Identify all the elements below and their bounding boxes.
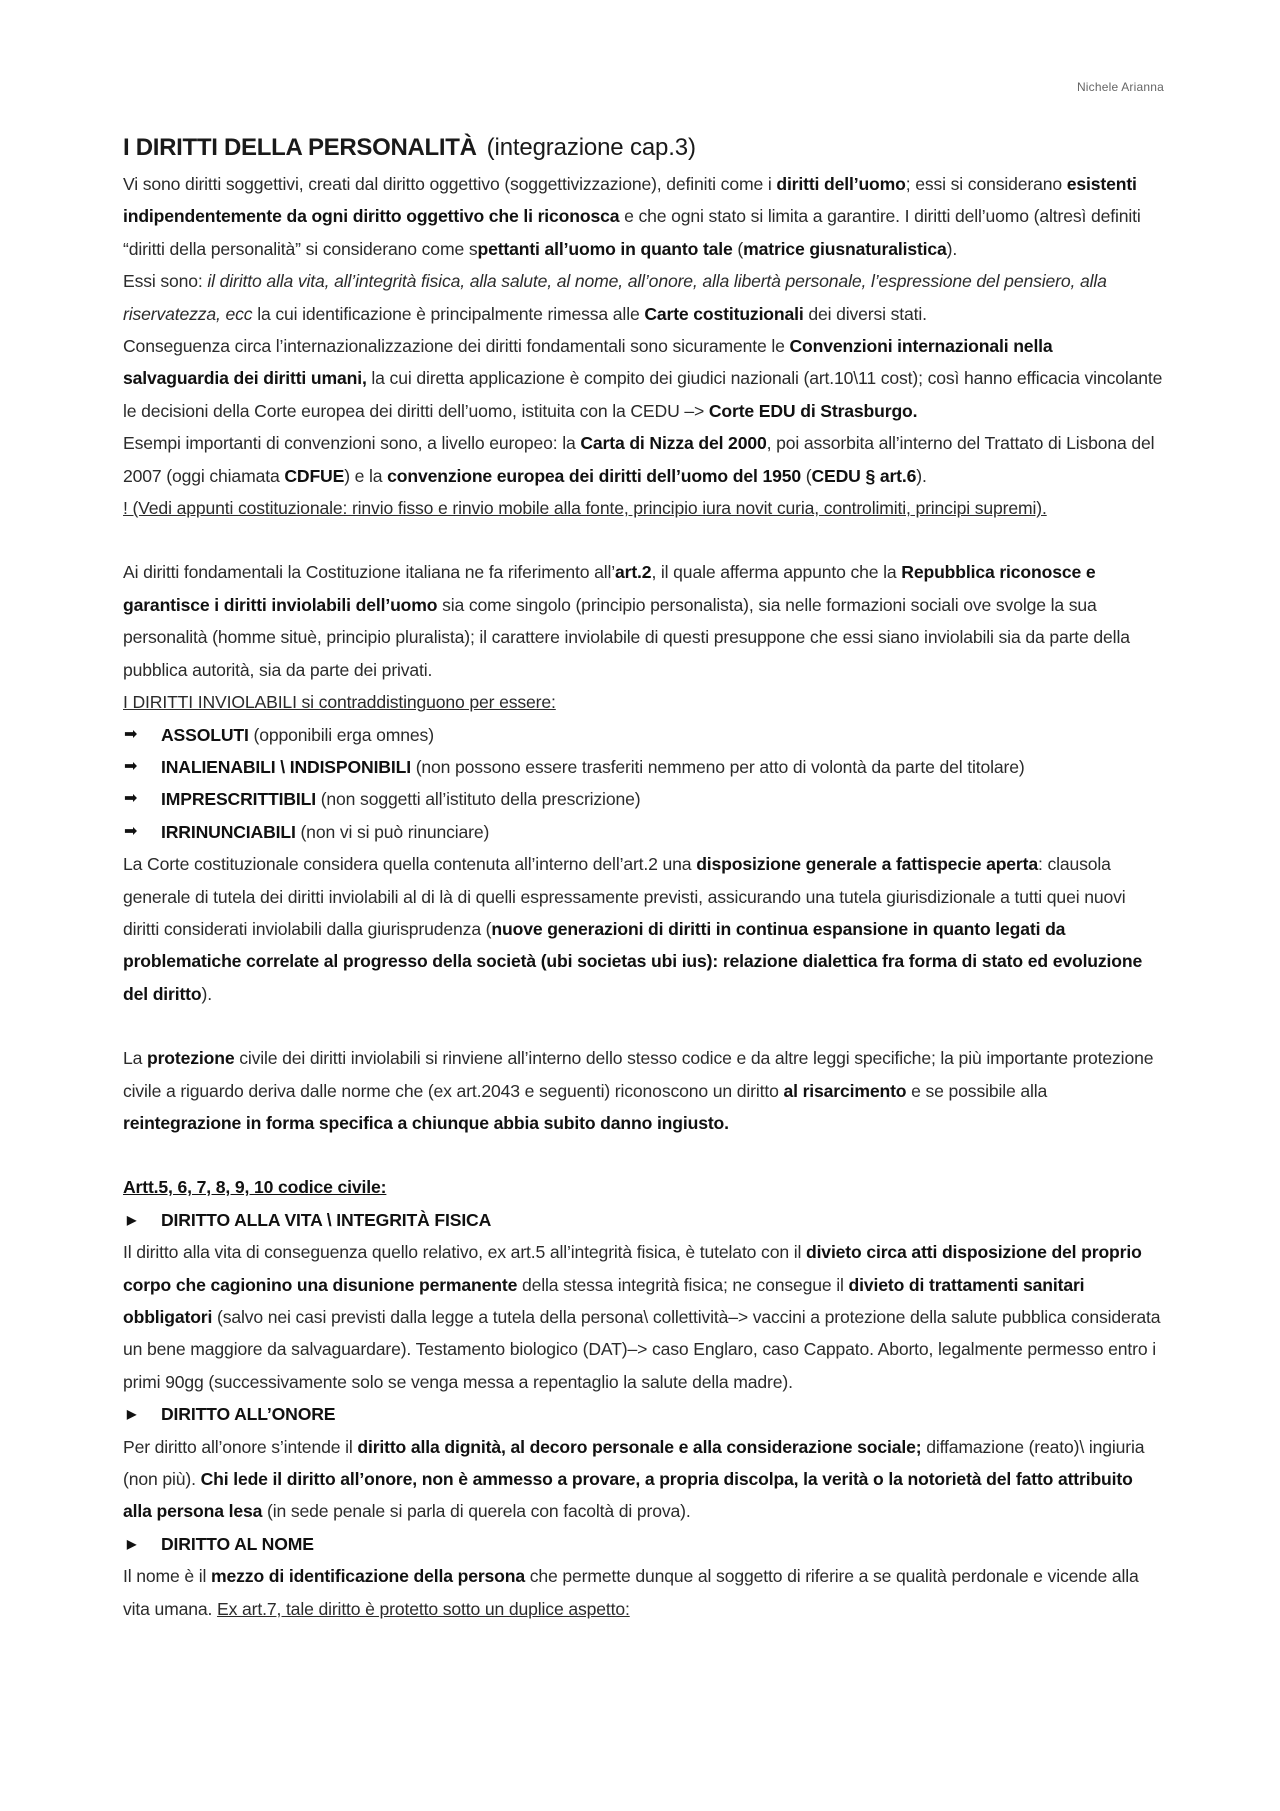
section-title: DIRITTO ALL’ONORE	[161, 1404, 336, 1425]
bold-text: Carte costituzionali	[644, 303, 804, 324]
bold-text: protezione	[147, 1048, 235, 1069]
arrow-right-icon: ➡	[124, 757, 138, 775]
underlined-heading: I DIRITTI INVIOLABILI si contraddistinguono per essere:	[123, 692, 556, 713]
paragraph-onore	[123, 1431, 1163, 1528]
bold-text: pettanti all’uomo in quanto tale	[477, 238, 733, 259]
triangle-right-icon: ▶	[127, 1212, 137, 1227]
bold-text: Carta di Nizza del 2000	[580, 433, 767, 454]
text: La Corte costituzionale considera quella contenuta all’interno dell’art.2 una	[123, 854, 697, 875]
text: la cui diretta applicazione è compito dei giudici nazionali (art.10\11 cost); così hanno efficacia vincolante le decisioni della Corte europea dei diritti dell’uomo, istituita con la CEDU –>	[123, 368, 1163, 421]
bold-text: art.2	[615, 562, 652, 583]
bold-text: matrice giusnaturalistica	[743, 238, 947, 259]
author-name: Nichele Arianna	[1076, 80, 1164, 94]
text: ) e la	[344, 465, 388, 486]
arrow-right-icon: ➡	[124, 790, 138, 808]
section-title: DIRITTO AL NOME	[161, 1533, 314, 1554]
text: , poi assorbita all’interno del Trattato di Lisbona del 2007 (oggi chiamata	[123, 433, 1155, 486]
bold-text: Corte EDU di Strasburgo.	[708, 400, 918, 421]
text: Per diritto all’onore s’intende il	[123, 1436, 358, 1457]
triangle-right-icon: ▶	[127, 1536, 137, 1551]
spacer	[123, 524, 1163, 556]
text: Il nome è il	[123, 1566, 212, 1587]
arrow-right-icon: ➡	[124, 725, 138, 743]
underlined-bold-heading: Artt.5, 6, 7, 8, 9, 10 codice civile:	[123, 1177, 387, 1198]
text: e che ogni stato si limita a garantire. I diritti dell’uomo (altresì definiti “diritti della personalità” si considerano come s	[123, 206, 1141, 259]
bold-text: diritto alla dignità, al decoro personale e alla considerazione sociale;	[357, 1436, 922, 1457]
text: della stessa integrità fisica; ne consegue il	[517, 1274, 849, 1295]
document-body	[123, 124, 1163, 1625]
bold-text: al risarcimento	[783, 1080, 907, 1101]
text: ).	[201, 983, 212, 1004]
bold-text: reintegrazione in forma specifica a chiunque abbia subito danno ingiusto.	[123, 1112, 729, 1133]
text: (in sede penale si parla di querela con facoltà di prova).	[262, 1501, 691, 1522]
text: diffamazione (reato)\ ingiuria (non più).	[123, 1436, 1145, 1490]
spacer	[123, 1010, 1163, 1042]
bold-text: convenzione europea dei diritti dell’uomo del 1950	[387, 465, 802, 486]
text: ).	[916, 465, 927, 486]
paragraph-corte-costituzionale	[123, 848, 1163, 1010]
text: che permette dunque al soggetto di riferire a se qualità perdonale e vicende alla vita umana.	[123, 1566, 1139, 1619]
bold-text: IRRINUNCIABILI	[161, 821, 296, 842]
paragraph-diritti-uomo	[123, 168, 1163, 265]
list-item	[123, 751, 1163, 783]
text: Esempi importanti di convenzioni sono, a livello europeo: la	[123, 433, 581, 454]
bold-text: CEDU § art.6	[811, 465, 917, 486]
arrow-right-icon: ➡	[124, 822, 138, 840]
paragraph-art2	[123, 556, 1163, 686]
section-heading-vita	[123, 1204, 1163, 1236]
text: (opponibili erga omnes)	[248, 724, 434, 745]
inviolable-rights-list	[123, 719, 1163, 849]
text: dei diversi stati.	[803, 303, 927, 324]
bold-text: divieto di trattamenti sanitari obbligatori	[123, 1274, 1085, 1327]
text: La	[123, 1048, 148, 1069]
paragraph-note	[123, 492, 1163, 524]
bold-text: ASSOLUTI	[161, 724, 249, 745]
text: Ai diritti fondamentali la Costituzione italiana ne fa riferimento all’	[123, 562, 616, 583]
bold-text: mezzo di identificazione della persona	[211, 1566, 526, 1587]
text: ; essi si considerano	[905, 174, 1067, 194]
list-item	[123, 719, 1163, 751]
triangle-right-icon: ▶	[127, 1407, 137, 1422]
bold-text: CDFUE	[284, 465, 345, 486]
paragraph-elenco-diritti	[123, 265, 1163, 330]
text: (non vi si può rinunciare)	[295, 821, 490, 842]
text: Conseguenza circa l’internazionalizzazione dei diritti fondamentali sono sicuramente le	[123, 336, 790, 357]
text: ).	[946, 238, 958, 259]
text: e se possibile alla	[906, 1080, 1048, 1101]
list-heading	[123, 686, 1163, 718]
title-subtitle: (integrazione cap.3)	[486, 134, 696, 161]
text: (non soggetti all’istituto della prescrizione)	[315, 789, 641, 810]
spacer	[123, 1139, 1163, 1171]
list-item	[123, 816, 1163, 848]
title-main: I DIRITTI DELLA PERSONALITÀ	[123, 134, 477, 161]
text: sia come singolo (principio personalista), sia nelle formazioni sociali ove svolge la sua personalità (homme situè, principio pluralista); il carattere inviolabile di questi presuppone che essi siano inviolabili sia da parte della pubblica autorità, sia da parte dei privati.	[123, 594, 1130, 680]
underlined-note: ! (Vedi appunti costituzionale: rinvio fisso e rinvio mobile alla fonte, principio iura novit curia, controlimiti, principi supremi).	[123, 498, 1047, 519]
paragraph-esempi	[123, 427, 1163, 492]
text: (	[732, 238, 744, 259]
section-title: DIRITTO ALLA VITA \ INTEGRITÀ FISICA	[161, 1209, 492, 1230]
bold-text: Chi lede il diritto all’onore, non è ammesso a provare, a propria discolpa, la verità o la notorietà del fatto attribuito alla persona lesa	[123, 1469, 1133, 1522]
bold-text: divieto circa atti disposizione del proprio corpo che cagionino una disunione permanente	[123, 1242, 1142, 1295]
bold-text: disposizione generale a fattispecie aperta	[696, 854, 1038, 875]
italic-text: il diritto alla vita, all’integrità fisica, alla salute, al nome, all’onore, alla libertà personale, l’espressione del pensiero, alla riservatezza, ecc	[123, 271, 1107, 324]
section-heading-nome	[123, 1528, 1163, 1560]
text: civile dei diritti inviolabili si rinviene all’interno dello stesso codice e da altre leggi specifiche; la più importante protezione civile a riguardo deriva dalle norme che (ex art.2043 e seguenti) riconoscono un diritto	[123, 1048, 1154, 1101]
text: (	[801, 465, 812, 486]
text: (salvo nei casi previsti dalla legge a tutela della persona\ collettività–> vaccini a protezione della salute pubblica considerata un bene maggiore da salvaguardare). Testamento biologico (DAT)–> caso Englaro, caso Cappato. Aborto, legalmente permesso entro i primi 90gg (successivamente solo se venga messa a repentaglio la salute della madre).	[123, 1307, 1161, 1392]
bold-text: INALIENABILI \ INDISPONIBILI	[161, 756, 411, 777]
text: Essi sono:	[123, 271, 208, 292]
text: la cui identificazione è principalmente rimessa alle	[252, 303, 645, 324]
articles-heading	[123, 1171, 1163, 1203]
paragraph-protezione	[123, 1042, 1163, 1139]
text: Il diritto alla vita di conseguenza quello relativo, ex art.5 all’integrità fisica, è tutelato con il	[123, 1242, 806, 1263]
underlined-text: Ex art.7, tale diritto è protetto sotto un duplice aspetto:	[217, 1598, 630, 1619]
text: , il quale afferma appunto che la	[651, 562, 902, 583]
paragraph-nome	[123, 1560, 1163, 1625]
bold-text: IMPRESCRITTIBILI	[161, 789, 316, 810]
text: Vi sono diritti soggettivi, creati dal diritto oggettivo (soggettivizzazione), definiti come i	[123, 174, 777, 194]
paragraph-vita	[123, 1236, 1163, 1398]
paragraph-convenzioni	[123, 330, 1163, 427]
page-title	[123, 124, 1163, 168]
text: : clausola generale di tutela dei diritti inviolabili al di là di quelli espressamente previsti, assicurando una tutela giurisdizionale a tutti quei nuovi diritti considerati inviolabili dalla giurisprudenza (	[123, 854, 1126, 939]
bold-text: Convenzioni internazionali nella salvaguardia dei diritti umani,	[123, 336, 1053, 389]
bold-text: esistenti indipendentemente da ogni diritto oggettivo che li riconosca	[123, 174, 1137, 227]
bold-text: Repubblica riconosce e garantisce i diritti inviolabili dell’uomo	[123, 562, 1096, 615]
bold-text: diritti dell’uomo	[776, 174, 906, 194]
text: (non possono essere trasferiti nemmeno per atto di volontà da parte del titolare)	[410, 756, 1025, 777]
list-item	[123, 783, 1163, 815]
section-heading-onore	[123, 1398, 1163, 1430]
bold-text: nuove generazioni di diritti in continua espansione in quanto legati da problematiche correlate al progresso della società (ubi societas ubi ius): relazione dialettica fra forma di stato ed evoluzione del diritto	[123, 918, 1143, 1004]
